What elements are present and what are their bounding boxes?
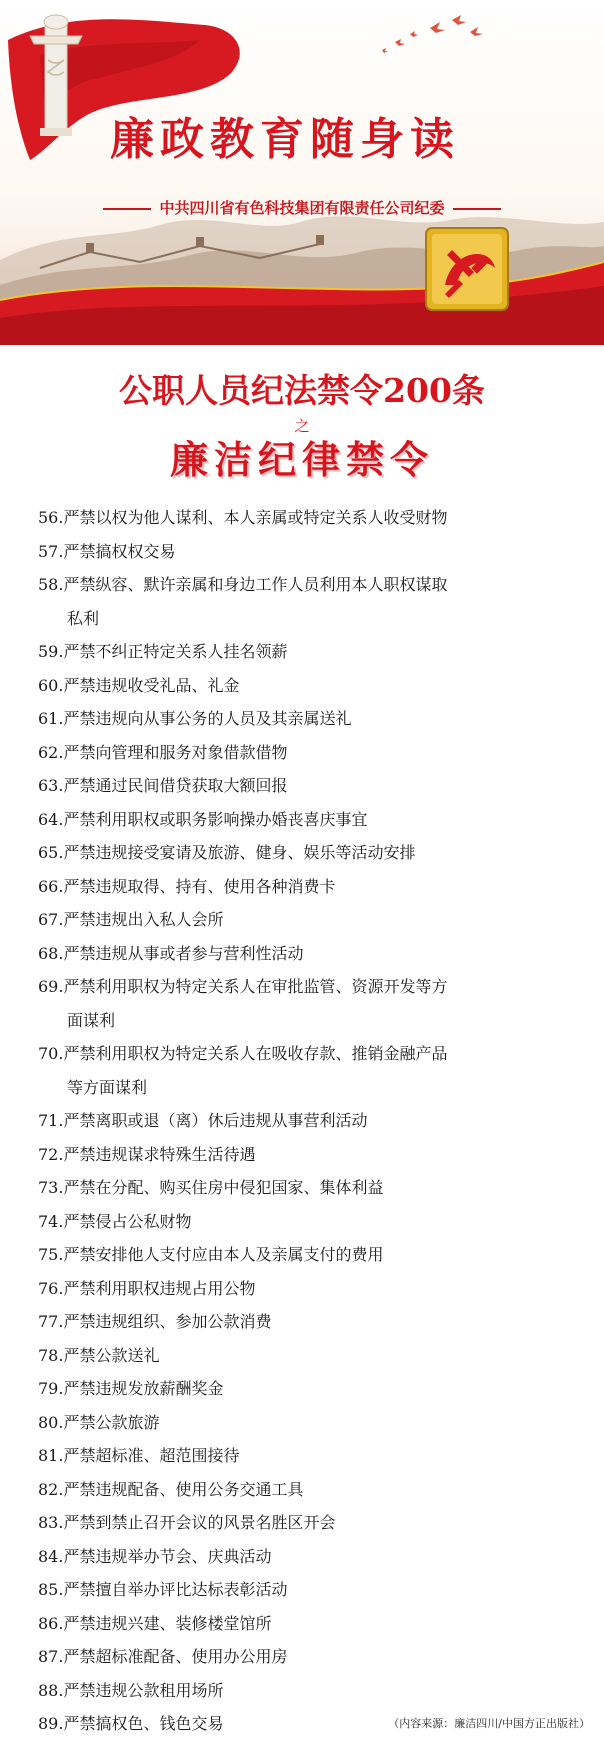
rule-line [38, 1145, 255, 1164]
rule-number: 78. [38, 1345, 64, 1365]
rule-item [38, 669, 578, 703]
rule-text: 严禁超标准配备、使用办公用房 [63, 1647, 288, 1666]
rule-number: 88. [38, 1680, 64, 1700]
rule-line [38, 1413, 159, 1432]
rule-text: 严禁在分配、购买住房中侵犯国家、集体利益 [63, 1178, 384, 1197]
rule-line [38, 1245, 383, 1264]
rule-number: 58. [38, 575, 64, 594]
rule-text: 严禁利用职权或职务影响操办婚丧喜庆事宜 [63, 809, 368, 829]
rule-line [38, 575, 447, 594]
rule-item [38, 1205, 578, 1239]
rule-number: 56. [38, 508, 64, 527]
rule-text: 严禁违规谋求特殊生活待遇 [63, 1144, 256, 1164]
rule-text: 严禁违规举办节会、庆典活动 [63, 1546, 272, 1566]
rule-text: 严禁侵占公私财物 [63, 1211, 192, 1231]
rule-number: 62. [38, 742, 64, 762]
rule-text: 严禁违规发放薪酬奖金 [63, 1379, 224, 1398]
rule-text: 严禁违规取得、持有、使用各种消费卡 [63, 876, 336, 896]
rule-line [38, 676, 239, 695]
rule-number: 70. [38, 1044, 64, 1063]
rule-number: 64. [38, 809, 64, 829]
rule-item [38, 1573, 578, 1607]
rule-line [38, 1714, 223, 1733]
rule-line [38, 1212, 191, 1231]
rule-line [38, 944, 303, 963]
rule-item [38, 1439, 578, 1473]
rule-line [38, 1681, 223, 1700]
rule-number: 81. [38, 1446, 64, 1465]
rule-item [38, 803, 578, 837]
rule-text: 严禁公款送礼 [63, 1345, 160, 1365]
org-name: 中共四川省有色科技集团有限责任公司纪委 [159, 199, 445, 217]
rule-item [38, 769, 578, 803]
rule-item [38, 903, 578, 937]
rule-item [38, 1238, 578, 1272]
heading-connector: 之 [294, 417, 310, 435]
rule-number: 71. [38, 1111, 64, 1130]
rule-line [38, 1279, 255, 1298]
rule-text: 严禁利用职权违规占用公物 [63, 1278, 256, 1298]
rule-number: 87. [38, 1647, 64, 1666]
rule-number: 60. [38, 675, 64, 695]
rule-number: 76. [38, 1278, 64, 1298]
rule-number: 85. [38, 1580, 64, 1599]
rule-item [38, 635, 578, 669]
rule-line [38, 1312, 271, 1331]
rule-line [38, 709, 351, 728]
rule-line [38, 877, 335, 896]
rule-item [38, 1104, 578, 1138]
rule-text: 严禁违规向从事公务的人员及其亲属送礼 [63, 709, 352, 728]
rule-line [38, 810, 367, 829]
rule-item [38, 702, 578, 736]
rule-line [38, 642, 287, 661]
rule-text: 严禁利用职权为特定关系人在吸收存款、推销金融产品 [63, 1044, 448, 1063]
rule-text: 严禁不纠正特定关系人挂名领薪 [63, 642, 288, 661]
rule-line [38, 1480, 303, 1499]
header-banner [0, 0, 604, 345]
rule-item [38, 1037, 578, 1104]
rule-line [38, 1513, 335, 1532]
rule-line [38, 1044, 447, 1063]
rule-number: 83. [38, 1513, 64, 1532]
rule-number: 68. [38, 943, 64, 963]
rule-line [38, 1580, 287, 1599]
rule-item [38, 1607, 578, 1641]
org-rule-left [103, 208, 151, 210]
rule-number: 67. [38, 910, 64, 929]
rule-text: 严禁违规出入私人会所 [63, 910, 224, 929]
rule-text: 严禁违规配备、使用公务交通工具 [63, 1479, 304, 1499]
rule-item [38, 1305, 578, 1339]
rule-line [38, 1547, 271, 1566]
rule-line [38, 743, 287, 762]
rule-line [38, 508, 447, 527]
rule-text: 严禁安排他人支付应由本人及亲属支付的费用 [63, 1245, 384, 1264]
rule-item [38, 1506, 578, 1540]
rule-line [38, 1446, 239, 1465]
rule-number: 89. [38, 1714, 64, 1733]
rule-item [38, 1473, 578, 1507]
rules-list [38, 501, 578, 1741]
rule-item [38, 1540, 578, 1574]
rule-text: 严禁违规收受礼品、礼金 [63, 675, 240, 695]
heading-sub: 廉洁纪律禁令 [169, 438, 434, 482]
rule-text: 严禁到禁止召开会议的风景名胜区开会 [63, 1513, 336, 1532]
rule-line [38, 542, 175, 561]
rule-number: 72. [38, 1144, 64, 1164]
rule-line [38, 1346, 159, 1365]
rule-text-continued: 等方面谋利 [67, 1077, 148, 1097]
rule-number: 69. [38, 977, 64, 996]
rule-item [38, 937, 578, 971]
rule-line [38, 977, 447, 996]
rule-text: 严禁搞权权交易 [63, 541, 176, 561]
rule-line [38, 1379, 223, 1398]
rule-item [38, 970, 578, 1037]
party-emblem-icon [426, 228, 508, 310]
rule-number: 80. [38, 1412, 64, 1432]
rule-text: 严禁违规公款租用场所 [63, 1680, 224, 1700]
banner-title: 廉政教育随身读 [110, 114, 460, 165]
rule-number: 84. [38, 1546, 64, 1566]
rule-item [38, 1138, 578, 1172]
rule-item [38, 1171, 578, 1205]
rule-item [38, 1640, 578, 1674]
rule-text-continued: 面谋利 [67, 1010, 116, 1030]
rule-line [38, 1178, 383, 1197]
rule-text: 严禁离职或退（离）休后违规从事营利活动 [63, 1111, 368, 1130]
banner-artwork [0, 0, 604, 345]
rule-item [38, 1339, 578, 1373]
rule-line [38, 1647, 287, 1666]
rule-item [38, 836, 578, 870]
rule-item [38, 1272, 578, 1306]
org-rule-right [453, 208, 501, 210]
source-credit: （内容来源：廉洁四川/中国方正出版社） [388, 1717, 590, 1730]
rule-number: 75. [38, 1245, 64, 1264]
rule-item [38, 1406, 578, 1440]
rule-text: 严禁违规组织、参加公款消费 [63, 1312, 272, 1331]
rule-line [38, 843, 415, 862]
rule-item [38, 870, 578, 904]
rule-text-continued: 私利 [67, 608, 100, 628]
rule-number: 57. [38, 541, 64, 561]
rule-number: 74. [38, 1211, 64, 1231]
rule-number: 79. [38, 1379, 64, 1398]
rule-line [38, 1614, 271, 1633]
rule-number: 77. [38, 1312, 64, 1331]
banner-org [0, 197, 604, 221]
rule-number: 66. [38, 876, 64, 896]
doves-icon [382, 15, 483, 53]
rule-text: 严禁违规从事或者参与营利性活动 [63, 943, 304, 963]
rule-text: 严禁违规兴建、装修楼堂馆所 [63, 1613, 272, 1633]
rule-number: 63. [38, 776, 64, 795]
rule-line [38, 1111, 367, 1130]
rule-text: 严禁超标准、超范围接待 [63, 1446, 240, 1465]
rule-number: 59. [38, 642, 64, 661]
rule-item [38, 736, 578, 770]
rule-item [38, 1372, 578, 1406]
rule-text: 严禁以权为他人谋利、本人亲属或特定关系人收受财物 [63, 508, 448, 527]
rule-number: 73. [38, 1178, 64, 1197]
rule-item [38, 1674, 578, 1708]
rule-text: 严禁公款旅游 [63, 1412, 160, 1432]
rule-text: 严禁利用职权为特定关系人在审批监管、资源开发等方 [63, 977, 448, 996]
rule-text: 严禁搞权色、钱色交易 [63, 1714, 224, 1733]
rule-item [38, 501, 578, 535]
rule-item [38, 535, 578, 569]
rule-number: 61. [38, 709, 64, 728]
rule-number: 86. [38, 1613, 64, 1633]
rule-item [38, 568, 578, 635]
rule-number: 65. [38, 843, 64, 862]
rule-text: 严禁违规接受宴请及旅游、健身、娱乐等活动安排 [63, 843, 416, 862]
rule-number: 82. [38, 1479, 64, 1499]
rule-text: 严禁向管理和服务对象借款借物 [63, 742, 288, 762]
rule-line [38, 776, 287, 795]
rule-line [38, 910, 223, 929]
rule-text: 严禁擅自举办评比达标表彰活动 [63, 1580, 288, 1599]
rule-text: 严禁通过民间借贷获取大额回报 [63, 776, 288, 795]
rule-text: 严禁纵容、默许亲属和身边工作人员利用本人职权谋取 [63, 575, 448, 594]
heading-main: 公职人员纪法禁令200条 [119, 371, 485, 410]
